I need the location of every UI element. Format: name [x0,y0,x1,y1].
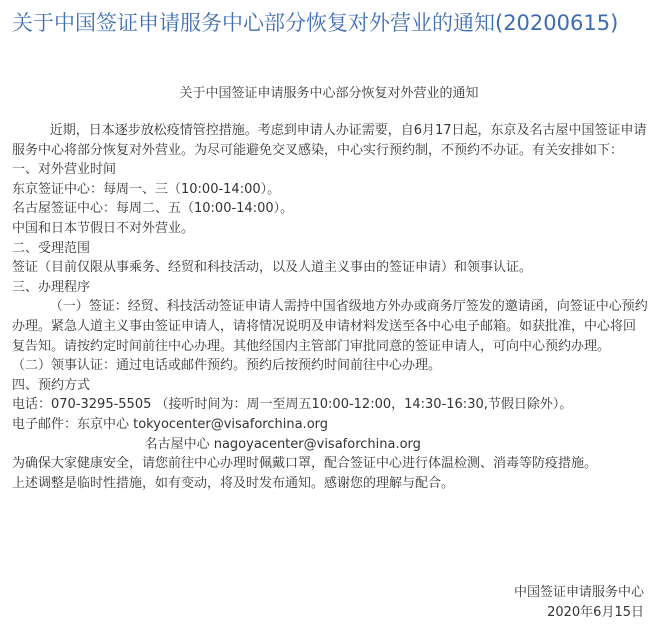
notice-body [12,121,648,493]
email-nagoya: 名古屋中心 nagoyacenter@visaforchina.org [144,436,421,452]
section3-heading: 三、办理程序 [12,279,91,295]
holiday-note: 中国和日本节假日不对外营业。 [12,220,195,236]
health-note: 为确保大家健康安全，请您前往中心办理时佩戴口罩，配合签证中心进行体温检测、消毒等防疫措施。 [12,456,598,472]
signature [514,583,644,622]
email-tokyo: 电子邮件：东京中心 tokyocenter@visaforchina.org [12,416,329,432]
closing-note: 上述调整是临时性措施，如有变动，将及时发布通知。感谢您的理解与配合。 [12,475,455,491]
nagoya-hours: 名古屋签证中心：每周二、五（10:00-14:00）。 [12,201,294,217]
section4-heading: 四、预约方式 [12,377,91,393]
signature-date: 2020年6月15日 [547,604,644,620]
intro-paragraph: 近期，日本逐步放松疫情管控措施。考虑到申请人办证需要，自6月17日起，东京及名古屋中国签证申请服务中心将部分恢复对外营业。为尽可能避免交叉感染，中心实行预约制，不预约不办证。有关安排如下： [12,123,647,158]
visa-procedure: （一）签证：经贸、科技活动签证申请人需持中国省级地方外办或商务厅签发的邀请函，向签证中心预约办理。紧急人道主义事由签证申请人，请将情况说明及申请材料发送至各中心电子邮箱。如获批准，中心将回复告知。请按约定时间前往中心办理。其他经国内主管部门审批同意的签证申请人，可向中心预约办理。 [12,299,648,354]
phone-line: 电话：070-3295-5505 （接听时间为：周一至周五10:00-12:00，14:30-16:30,节假日除外）。 [12,397,573,413]
page-title: 关于中国签证申请服务中心部分恢复对外营业的通知(20200615) [12,11,619,35]
tokyo-hours: 东京签证中心：每周一、三（10:00-14:00）。 [12,181,281,197]
section1-heading: 一、对外营业时间 [12,162,117,178]
scope-text: 签证（目前仅限从事乘务、经贸和科技活动，以及人道主义事由的签证申请）和领事认证。 [12,260,533,276]
section2-heading: 二、受理范围 [12,240,91,256]
consular-procedure: （二）领事认证：通过电话或邮件预约。预约后按预约时间前往中心办理。 [12,358,442,374]
signature-org: 中国签证申请服务中心 [513,585,644,600]
notice-heading: 关于中国签证申请服务中心部分恢复对外营业的通知 [179,86,479,101]
